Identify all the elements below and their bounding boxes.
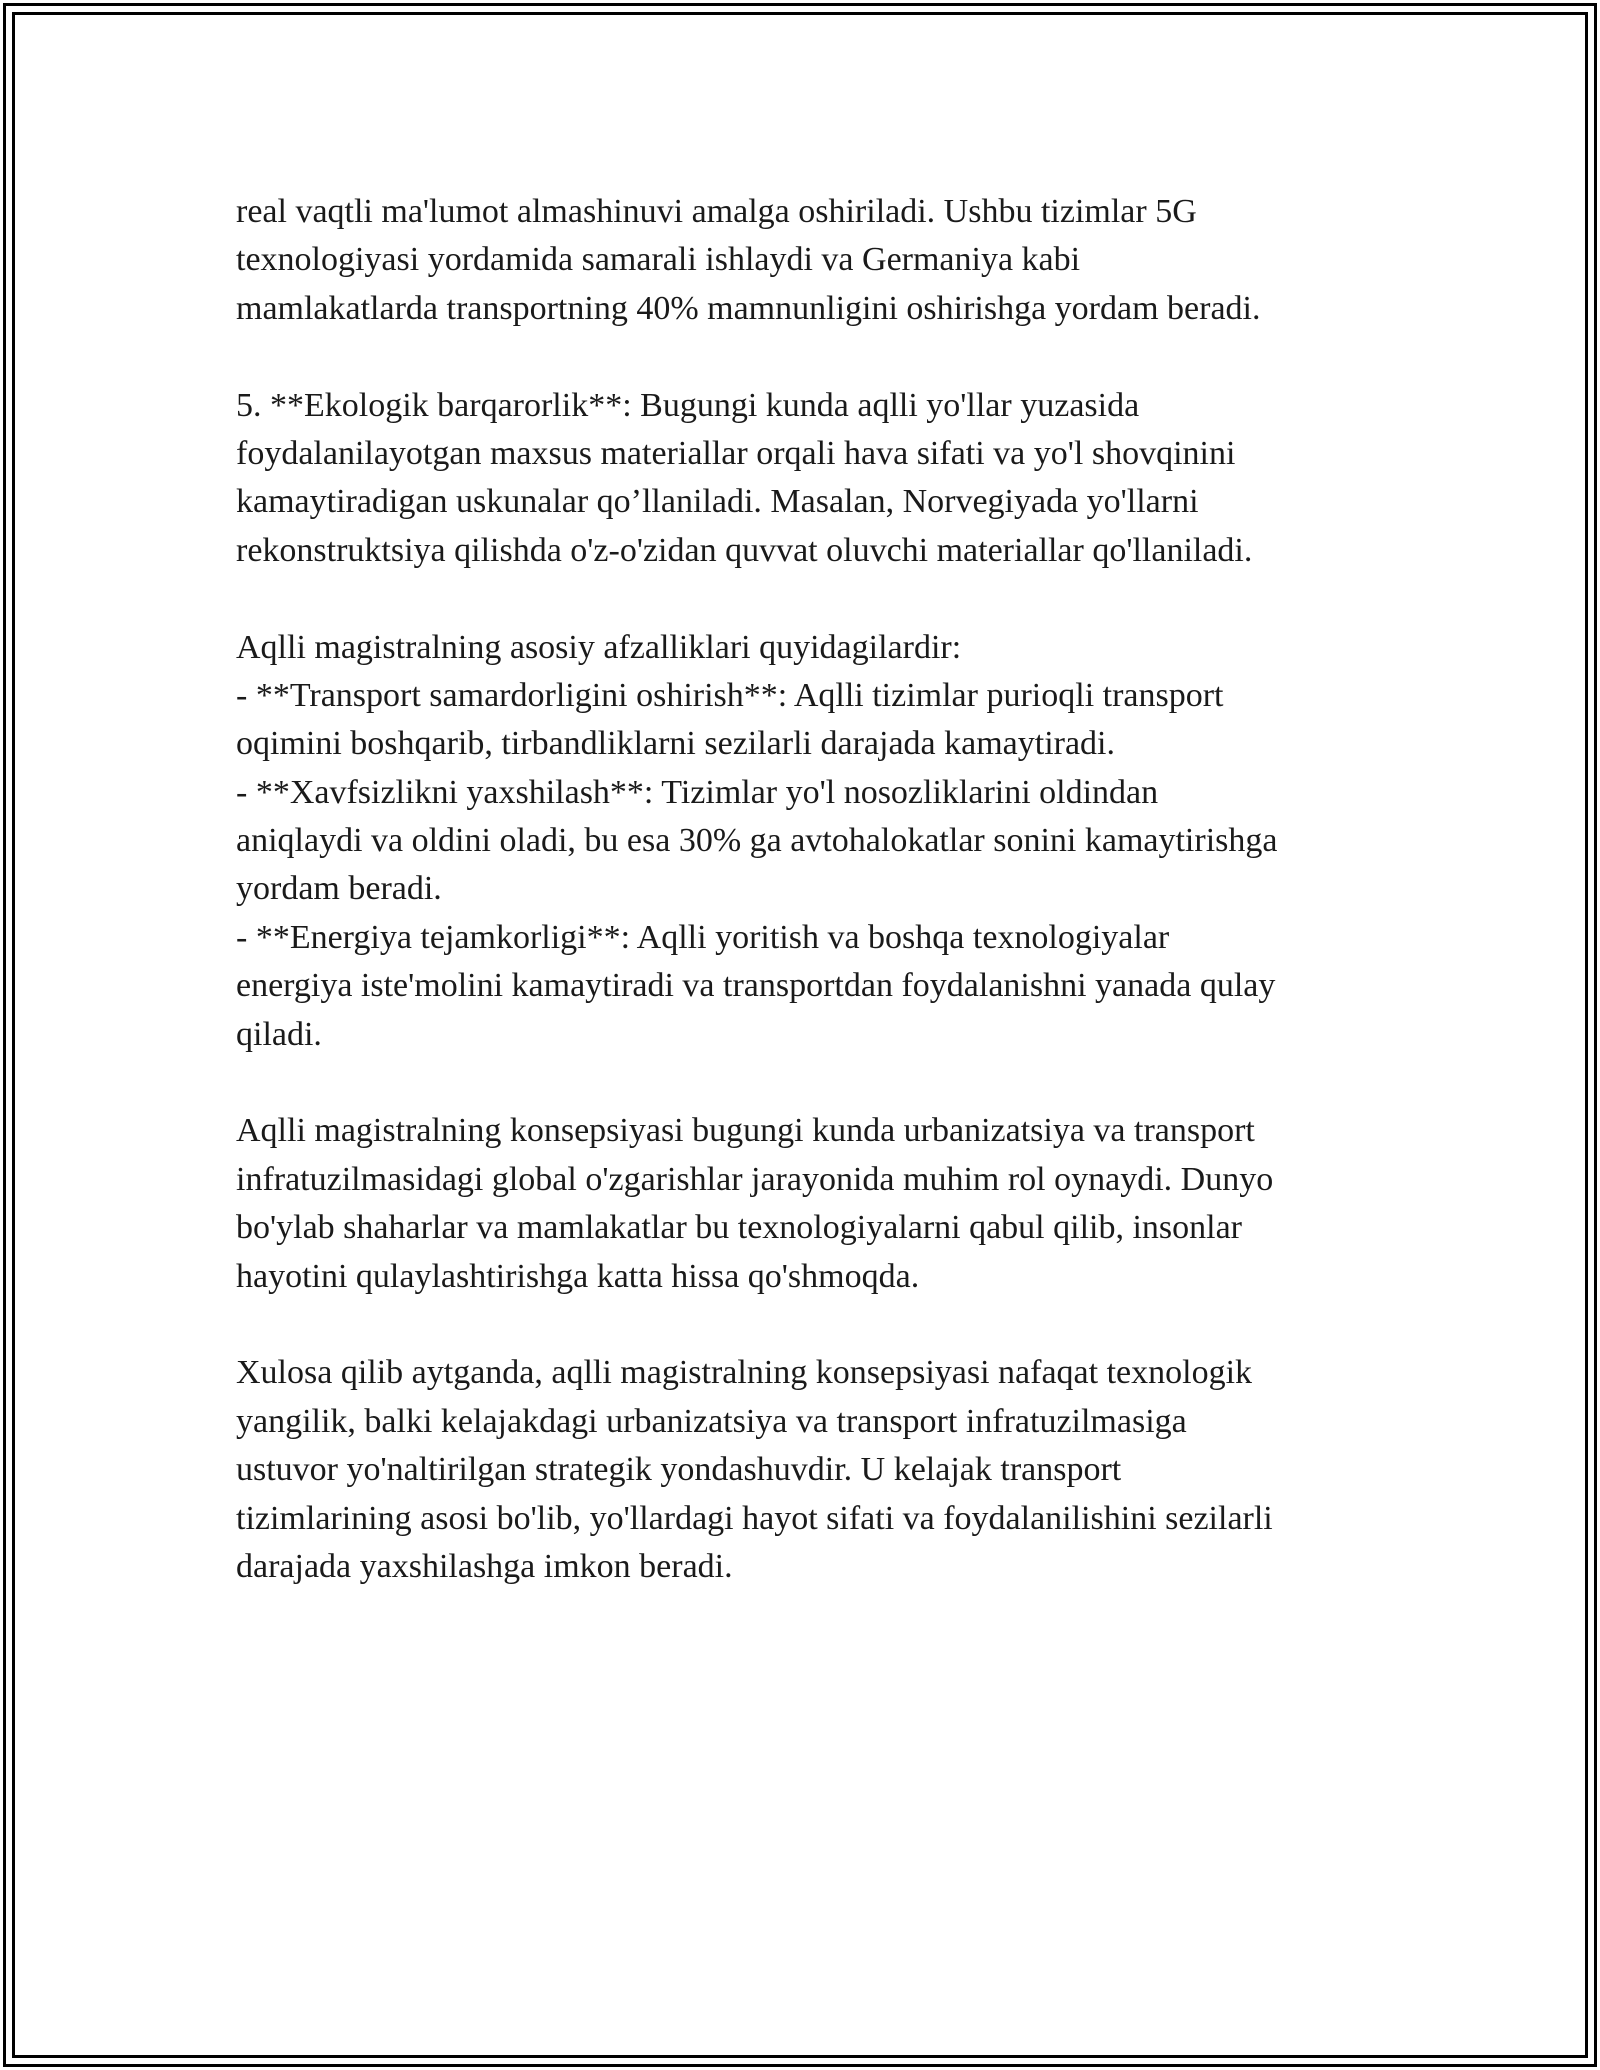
paragraph-conclusion <box>236 1349 1376 1591</box>
text-line: texnologiyasi yordamida samarali ishlaydi va Germaniya kabi <box>236 241 1081 279</box>
text-line: ustuvor yo'naltirilgan strategik yondashuvdir. U kelajak transport <box>236 1451 1122 1489</box>
text-line: kamaytiradigan uskunalar qo’llaniladi. Masalan, Norvegiyada yo'llarni <box>236 483 1199 521</box>
paragraph-concept-global-role <box>236 1107 1376 1301</box>
text-line: tizimlarining asosi bo'lib, yo'llardagi hayot sifati va foydalanilishini sezilarli <box>236 1499 1273 1537</box>
text-line: mamlakatlarda transportning 40% mamnunligini oshirishga yordam beradi. <box>236 289 1261 327</box>
text-line: aniqlaydi va oldini oladi, bu esa 30% ga avtohalokatlar sonini kamaytirishga <box>236 822 1278 860</box>
text-line: real vaqtli ma'lumot almashinuvi amalga oshiriladi. Ushbu tizimlar 5G <box>236 193 1197 230</box>
text-line: foydalanilayotgan maxsus materiallar orqali hava sifati va yo'l shovqinini <box>236 434 1236 472</box>
list-heading: Aqlli magistralning asosiy afzalliklari quyidagilardir: <box>236 628 962 666</box>
text-line: qiladi. <box>236 1015 322 1053</box>
paragraph-advantages-list <box>236 624 1376 1060</box>
text-line: rekonstruktsiya qilishda o'z-o'zidan quvvat oluvchi materiallar qo'llaniladi. <box>236 531 1253 569</box>
text-line: Xulosa qilib aytganda, aqlli magistralning konsepsiyasi nafaqat texnologik <box>236 1354 1253 1392</box>
text-line: 5. **Ekologik barqarorlik**: Bugungi kunda aqlli yo'llar yuzasida <box>236 386 1140 424</box>
paragraph-realtime-data <box>236 188 1376 333</box>
text-line: yordam beradi. <box>236 870 442 908</box>
list-item: - **Transport samardorligini oshirish**: Aqlli tizimlar purioqli transport <box>236 676 1224 714</box>
text-line: infratuzilmasidagi global o'zgarishlar jarayonida muhim rol oynaydi. Dunyo <box>236 1160 1274 1198</box>
text-line: Aqlli magistralning konsepsiyasi bugungi kunda urbanizatsiya va transport <box>236 1112 1255 1150</box>
text-line: hayotini qulaylashtirishga katta hissa qo'shmoqda. <box>236 1257 920 1295</box>
text-line: yangilik, balki kelajakdagi urbanizatsiya va transport infratuzilmasiga <box>236 1402 1187 1440</box>
text-line: darajada yaxshilashga imkon beradi. <box>236 1547 733 1585</box>
list-item: - **Energiya tejamkorligi**: Aqlli yoritish va boshqa texnologiyalar <box>236 918 1170 956</box>
paragraph-ecological-sustainability <box>236 382 1376 576</box>
list-item: - **Xavfsizlikni yaxshilash**: Tizimlar yo'l nosozliklarini oldindan <box>236 773 1159 811</box>
text-line: energiya iste'molini kamaytiradi va transportdan foydalanishni yanada qulay <box>236 967 1276 1005</box>
document-body <box>236 188 1376 1640</box>
text-line: oqimini boshqarib, tirbandliklarni sezilarli darajada kamaytiradi. <box>236 725 1116 763</box>
text-line: bo'ylab shaharlar va mamlakatlar bu texnologiyalarni qabul qilib, insonlar <box>236 1209 1243 1247</box>
